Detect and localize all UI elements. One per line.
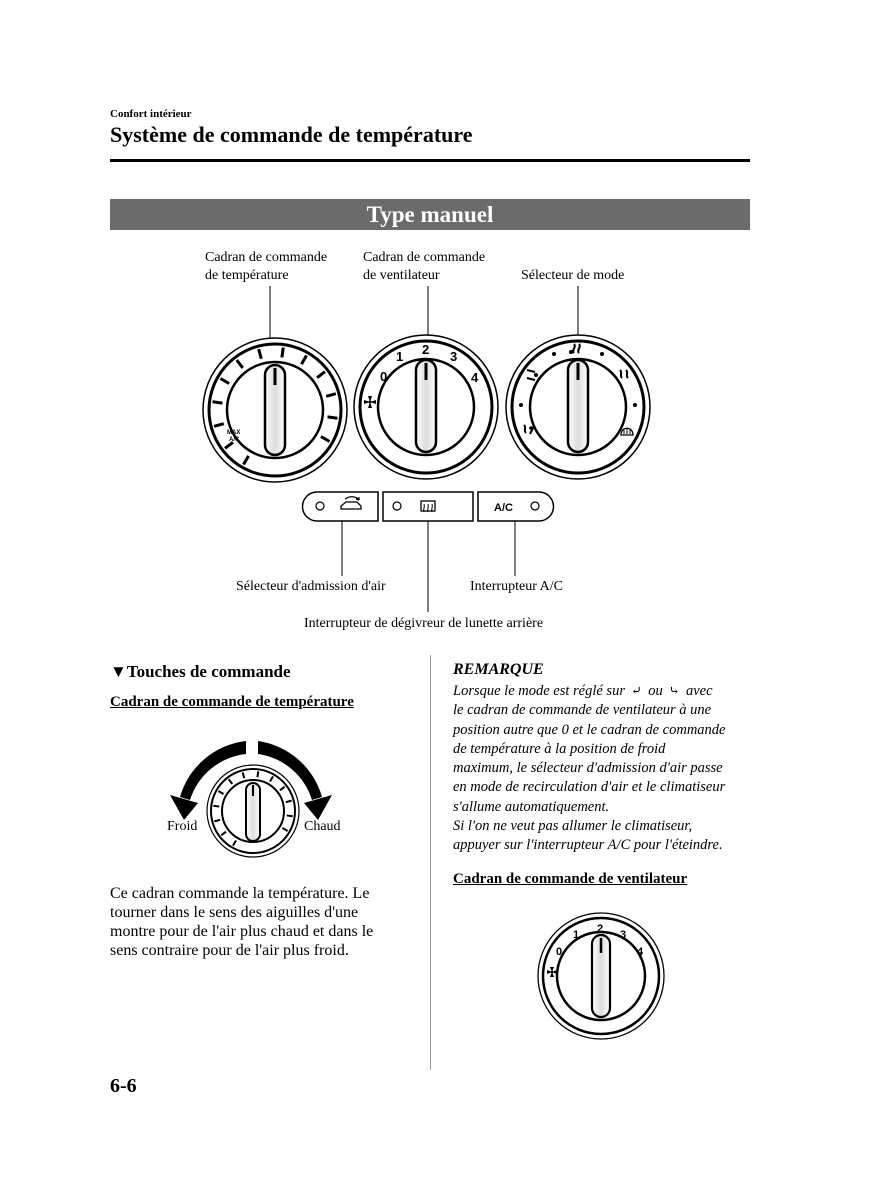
description-line: sens contraire pour de l'air plus froid. (110, 942, 349, 959)
section-label: Confort intérieur (110, 108, 192, 120)
mode-selector-callout: Sélecteur de mode (521, 268, 625, 283)
small-fan-number-2: 2 (597, 923, 604, 935)
note-line: appuyer sur l'interrupteur A/C pour l'éteindre. (453, 837, 723, 854)
page-number: 6-6 (110, 1075, 137, 1097)
vent-face-feet-icon: ⤷ (668, 683, 680, 698)
small-fan-number-4: 4 (637, 946, 644, 958)
temp-dial-rotation-diagram (160, 732, 350, 862)
ac-switch-callout: Interrupteur A/C (470, 579, 563, 594)
temperature-dial[interactable] (203, 338, 347, 482)
fan-speed-dial[interactable] (354, 335, 498, 479)
temp-dial-subheading: Cadran de commande de température (110, 694, 354, 710)
vent-feet-icon: ⤶ (631, 683, 643, 698)
temp-dial-callout-line1: Cadran de commande (205, 250, 328, 265)
fan-number-4: 4 (471, 370, 479, 385)
cold-label: Froid (167, 819, 198, 834)
fan-number-0: 0 (380, 369, 388, 384)
note-line: en mode de recirculation d'air et le climatiseur (453, 779, 726, 796)
ac-button-label: A/C (494, 502, 513, 514)
fan-number-1: 1 (396, 349, 404, 364)
page-title: Système de commande de température (110, 122, 473, 147)
tick-mark (287, 815, 293, 816)
defroster-switch-callout: Interrupteur de dégivreur de lunette arrière (304, 616, 544, 631)
tick-mark (282, 348, 283, 358)
max-ac-label: MAX (227, 430, 241, 436)
note-line: Si l'on ne veut pas allumer le climatiseur, (453, 818, 693, 835)
note-text (453, 681, 753, 856)
tick-mark (328, 417, 338, 418)
section-banner: Type manuel (110, 199, 750, 230)
fan-number-3: 3 (450, 349, 458, 364)
triangle-down-icon: ▼ (110, 662, 127, 681)
tick-mark (213, 806, 219, 807)
control-panel-diagram (190, 285, 670, 615)
cold-arrow-head (170, 795, 198, 820)
small-fan-number-1: 1 (573, 929, 580, 941)
fan-dial-callout-line1: Cadran de commande (363, 250, 486, 265)
mode-selector-dial[interactable] (506, 335, 650, 479)
rear-defroster-button[interactable] (383, 492, 473, 521)
controls-heading-text: Touches de commande (126, 662, 291, 681)
note-line: maximum, le sélecteur d'admission d'air passe (453, 760, 723, 777)
small-fan-dial (535, 910, 667, 1042)
max-ac-label-2: A/C (229, 437, 240, 443)
hot-label: Chaud (304, 819, 341, 834)
description-line: Ce cadran commande la température. Le (110, 885, 370, 902)
tick-mark (257, 771, 258, 777)
column-divider (430, 655, 431, 1070)
temp-dial-callout-line2: de température (205, 268, 289, 283)
title-rule (110, 159, 750, 162)
note-line: de température à la position de froid (453, 740, 666, 757)
small-temperature-dial (207, 765, 299, 857)
note-line: position autre que 0 et le cadran de commande (453, 721, 726, 738)
intake-selector-callout: Sélecteur d'admission d'air (236, 579, 386, 594)
ac-indicator-light (531, 502, 539, 510)
note-title: REMARQUE (453, 661, 544, 678)
description-line: montre pour de l'air plus chaud et dans le (110, 923, 374, 940)
note-line: s'allume automatiquement. (453, 798, 610, 815)
fan-dial-callout-line2: de ventilateur (363, 268, 440, 283)
controls-heading (110, 662, 291, 682)
temp-dial-description (110, 884, 420, 960)
ac-button[interactable] (478, 492, 554, 521)
note-line: Lorsque le mode est réglé sur ⤶ ou ⤷ avec (453, 683, 713, 699)
note-line: le cadran de commande de ventilateur à une (453, 702, 712, 719)
fan-dial-subheading: Cadran de commande de ventilateur (453, 871, 688, 887)
small-fan-number-3: 3 (620, 929, 627, 941)
intake-indicator-light (316, 502, 324, 510)
tick-mark (213, 402, 223, 403)
fan-number-2: 2 (422, 342, 430, 357)
hot-arrow-head (304, 795, 332, 820)
air-intake-button[interactable] (303, 492, 379, 521)
defroster-indicator-light (393, 502, 401, 510)
description-line: tourner dans le sens des aiguilles d'une (110, 904, 359, 921)
small-fan-number-0: 0 (556, 946, 563, 958)
